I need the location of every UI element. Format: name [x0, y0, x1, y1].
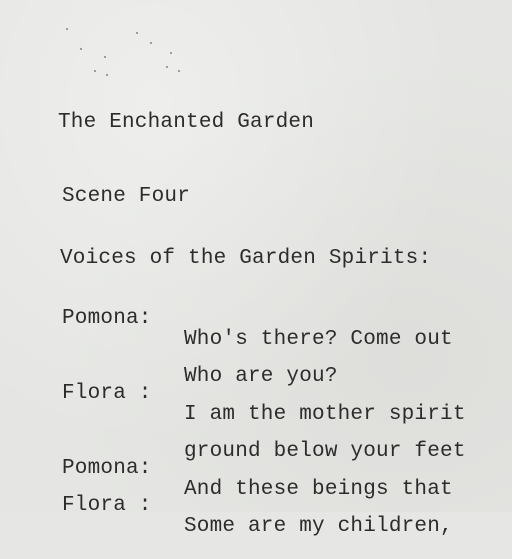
play-title: The Enchanted Garden — [58, 111, 315, 134]
paper-speck — [136, 32, 138, 34]
speaker-name: Flora : — [62, 494, 152, 517]
paper-speck — [150, 42, 152, 44]
speech-text: Who's there? Come out — [184, 328, 453, 351]
speech-text: I am the mother spirit — [184, 403, 466, 426]
speech-text: ground below your feet — [184, 440, 466, 463]
scene-heading: Scene Four — [62, 185, 191, 208]
paper-speck — [94, 70, 96, 72]
speech-text: Some are my children, — [184, 515, 453, 538]
paper-speck — [106, 74, 108, 76]
paper-speck — [166, 66, 168, 68]
speaker-name: Pomona: — [62, 307, 152, 330]
scene-intro: Voices of the Garden Spirits: — [60, 247, 432, 270]
dialogue-line — [0, 474, 512, 558]
speech-text: Who are you? — [184, 365, 338, 388]
paper-speck — [66, 28, 68, 30]
speaker-name: Pomona: — [62, 457, 152, 480]
paper-speck — [104, 56, 106, 58]
speaker-name: Flora : — [62, 382, 152, 405]
paper-speck — [178, 70, 180, 72]
speech-text: And these beings that — [184, 478, 453, 501]
paper-speck — [170, 52, 172, 54]
paper-speck — [80, 48, 82, 50]
